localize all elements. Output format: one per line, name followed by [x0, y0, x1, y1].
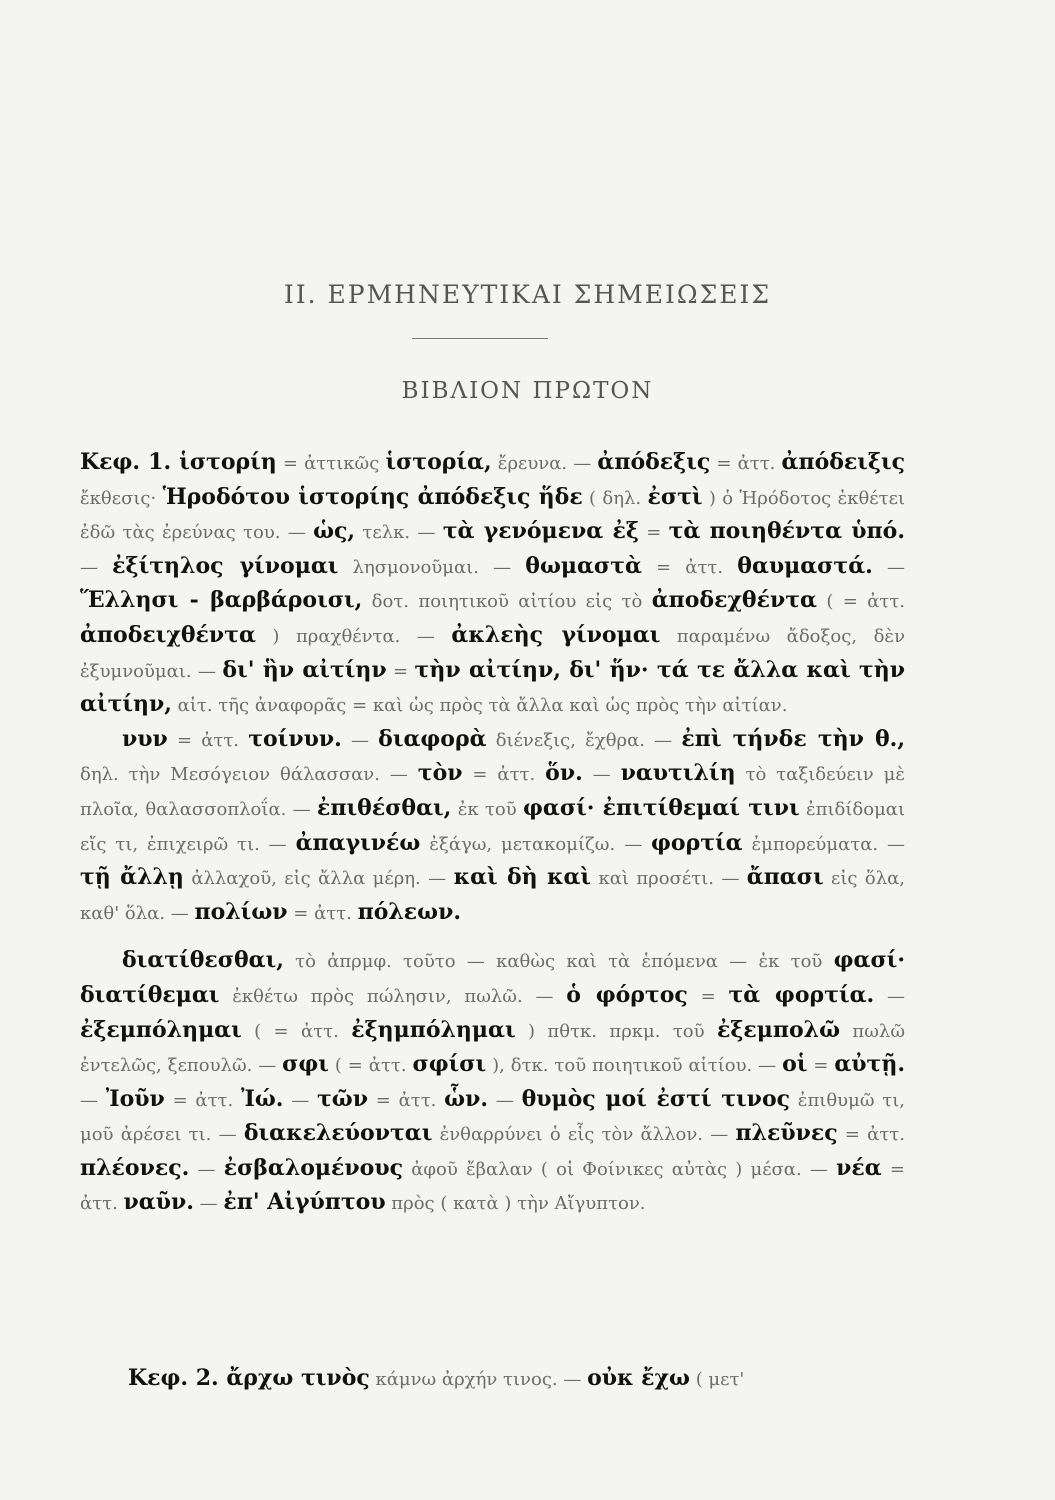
gloss-text: ) ὁ Ἡρόδοτος ἐκθέτει ἐδῶ τὰς ἐρεύνας του. —	[80, 487, 905, 544]
gloss-text: ἐκθέτω πρὸς πώλησιν, πωλῶ. —	[219, 985, 567, 1007]
lemma-text: ἀποδεχθέντα	[651, 587, 817, 614]
lemma-text: ἐπιθέσθαι,	[317, 794, 452, 821]
lemma-text: καὶ δὴ καὶ	[453, 864, 592, 891]
lemma-text: Ἡροδότου ἱστορίης ἀπόδεξις ἥδε	[162, 483, 583, 510]
lemma-text: Ἕλλησι - βαρβάροισι,	[80, 587, 363, 614]
lemma-text: τὸν	[417, 760, 463, 787]
lemma-text: πόλεων.	[357, 898, 462, 925]
lemma-text: νέα	[836, 1154, 882, 1181]
lemma-text: ἀκλεὴς γίνομαι	[451, 621, 661, 648]
lemma-text: τῶν	[316, 1085, 368, 1112]
lemma-text: ναῦν.	[123, 1189, 194, 1216]
gloss-text: =	[386, 660, 415, 682]
lemma-text: ἀπόδεξις	[597, 449, 711, 475]
commentary-body	[80, 446, 905, 1221]
gloss-text: —	[189, 1158, 224, 1180]
gloss-text: ( = ἀττ.	[816, 591, 905, 613]
gloss-text: διένεξις, ἔχθρα. —	[486, 729, 682, 751]
lemma-text: οὐκ ἔχω	[587, 1365, 690, 1391]
lemma-text: Κεφ. 1. ἱστορίη	[80, 449, 277, 475]
gloss-text: ( = ἀττ.	[241, 1020, 352, 1042]
lemma-text: πολίων	[194, 898, 288, 925]
gloss-text: ἔκθεσις·	[80, 487, 163, 509]
gloss-text: —	[341, 729, 379, 751]
section-title: II. ΕΡΜΗΝΕΥΤΙΚΑΙ ΣΗΜΕΙΩΣΕΙΣ	[283, 280, 772, 309]
gloss-text: =	[687, 985, 729, 1007]
paragraph-ch1-cont	[80, 723, 905, 931]
gloss-text: ἐμπορεύματα. —	[742, 833, 905, 855]
gloss-text: δοτ. ποιητικοῦ αἰτίου εἰς τὸ	[362, 591, 652, 613]
gloss-text: =	[807, 1055, 835, 1077]
lemma-text: Ἰοῦν	[105, 1085, 165, 1112]
lemma-text: πλεῦνες	[735, 1120, 838, 1147]
lemma-text: σφι	[282, 1051, 329, 1078]
gloss-text: —	[283, 1089, 317, 1111]
lemma-text: οἱ	[782, 1051, 808, 1078]
gloss-text: ( = ἀττ.	[328, 1055, 413, 1077]
gloss-text: —	[872, 556, 905, 578]
gloss-text: ἐπιδίδομαι εἴς τι, ἐπιχειρῶ τι. —	[80, 798, 905, 855]
gloss-text: —	[80, 1089, 106, 1111]
gloss-text: πρὸς ( κατὰ ) τὴν Αἴγυπτον.	[385, 1193, 646, 1215]
gloss-text: = ἀττ.	[710, 453, 782, 474]
gloss-text: ), δτκ. τοῦ ποιητικοῦ αἰτίου. —	[486, 1055, 783, 1077]
lemma-text: θωμαστὰ	[525, 552, 642, 579]
book-title: ΒΙΒΛΙΟΝ ΠΡΩΤΟΝ	[401, 378, 654, 404]
gloss-text: —	[80, 556, 113, 578]
gloss-text: καὶ προσέτι. —	[591, 868, 747, 890]
gloss-text: = ἀττ.	[462, 764, 546, 786]
lemma-text: τὰ φορτία.	[728, 981, 875, 1008]
gloss-text: ἔρευνα. —	[491, 453, 598, 474]
gloss-text: —	[193, 1193, 224, 1215]
gloss-text: ἀφοῦ ἔβαλαν ( οἱ Φοίνικες αὐτὰς ) μέσα. —	[403, 1158, 837, 1180]
gloss-text: —	[582, 764, 621, 786]
lemma-text: φασί· διατίθεμαι	[80, 947, 905, 1008]
lemma-text: ὁ φόρτος	[566, 981, 688, 1008]
gloss-text: τελκ. —	[355, 522, 443, 544]
lemma-text: Κεφ. 2. ἄρχω τινὸς	[128, 1365, 370, 1391]
gloss-text: ἐπιθυμῶ τι, μοῦ ἀρέσει τι. —	[80, 1089, 905, 1146]
gloss-text: ( δηλ.	[582, 487, 648, 509]
paragraph-ch2	[128, 1362, 905, 1396]
lemma-text: ἐσβαλομένους	[223, 1154, 404, 1181]
gloss-text: =	[638, 522, 669, 544]
lemma-text: τὰ ποιηθέντα ὑπό.	[668, 518, 905, 545]
lemma-text: ναυτιλίη	[620, 760, 736, 787]
gloss-text: τὸ ἀπρμφ. τοῦτο — καθὼς καὶ τὰ ἑπόμενα — ἐκ τοῦ	[283, 951, 834, 973]
lemma-text: διατίθεσθαι,	[122, 947, 284, 974]
lemma-text: ὅν.	[545, 760, 583, 787]
gloss-text: ) πθτκ. πρκμ. τοῦ	[515, 1020, 717, 1042]
lemma-text: νυν	[122, 725, 168, 752]
gloss-text: ( μετ'	[689, 1369, 745, 1390]
gloss-text: τὸ ταξιδεύειν μὲ πλοῖα, θαλασσοπλοΐα. —	[80, 764, 905, 820]
lemma-text: τοίνυν.	[248, 725, 342, 752]
lemma-text: διακελεύονται	[243, 1120, 433, 1147]
lemma-text: ἐστὶ	[647, 483, 703, 510]
gloss-text: = ἀττ.	[641, 556, 738, 578]
lemma-text: φασί· ἐπιτίθεμαί τινι	[523, 794, 800, 821]
gloss-text: ἐξάγω, μετακομίζω. —	[420, 833, 651, 855]
lemma-text: ὧν.	[444, 1085, 489, 1112]
gloss-text: = ἀττ.	[837, 1124, 905, 1146]
lemma-text: δι' ἣν αἰτίην	[222, 656, 387, 683]
lemma-text: ἐπ' Αἰγύπτου	[223, 1189, 386, 1216]
gloss-text: = ἀττ.	[167, 729, 249, 751]
gloss-text: παραμένω ἄδοξος, δὲν ἐξυμνοῦμαι. —	[80, 625, 906, 682]
lemma-text: σφίσι	[412, 1051, 487, 1078]
lemma-text: φορτία	[651, 829, 743, 856]
lemma-text: ἐξημπόλημαι	[351, 1016, 516, 1043]
gloss-text: ) πραχθέντα. —	[255, 625, 452, 647]
lemma-text: ἀποδειχθέντα	[80, 621, 256, 648]
lemma-text: ὡς,	[313, 518, 356, 545]
paragraph-ch1-trade	[80, 944, 905, 1221]
gloss-text: = ἀττ.	[80, 1158, 905, 1215]
gloss-text: δηλ. τὴν Μεσόγειον θάλασσαν. —	[80, 764, 418, 786]
gloss-text: ἀλλαχοῦ, εἰς ἄλλα μέρη. —	[183, 868, 454, 890]
gloss-text: = ἀττ.	[164, 1089, 241, 1111]
gloss-text: λησμονοῦμαι. —	[338, 556, 526, 578]
lemma-text: ἀπαγινέω	[295, 829, 421, 856]
gloss-text: = ἀττ.	[367, 1089, 445, 1111]
gloss-text: ἐνθαρρύνει ὁ εἷς τὸν ἄλλον. —	[432, 1124, 736, 1146]
lemma-text: ἐξίτηλος γίνομαι	[112, 552, 339, 579]
gloss-text: = ἀττ.	[287, 902, 358, 924]
lemma-text: ἀπόδειξις	[781, 449, 906, 475]
divider	[412, 338, 548, 339]
lemma-text: Ἰώ.	[240, 1085, 284, 1112]
gloss-text: = ἀττικῶς	[276, 453, 386, 474]
lemma-text: πλέονες.	[80, 1154, 190, 1181]
gloss-text: —	[488, 1089, 522, 1111]
lemma-text: ἐξεμπολῶ	[716, 1016, 841, 1043]
lemma-text: τὰ γενόμενα ἐξ	[442, 518, 639, 545]
gloss-text: κάμνω ἀρχήν τινος. —	[369, 1369, 588, 1390]
lemma-text: θαυμαστά.	[737, 552, 873, 579]
lemma-text: ἐξεμπόλημαι	[80, 1016, 242, 1043]
lemma-text: θυμὸς μοί ἐστί τινος	[521, 1085, 791, 1112]
lemma-text: ἐπὶ τήνδε τὴν θ.,	[681, 725, 906, 752]
lemma-text: διαφορὰ	[378, 725, 487, 752]
gloss-text: πωλῶ ἐντελῶς, ξεπουλῶ. —	[80, 1020, 905, 1077]
lemma-text: αὐτῇ.	[834, 1051, 905, 1078]
gloss-text: αἰτ. τῆς ἀναφορᾶς = καὶ ὡς πρὸς τὰ ἄλλα καὶ ὡς πρὸς τὴν αἰτίαν.	[171, 695, 788, 717]
lemma-text: ἱστορία,	[385, 449, 492, 475]
lemma-text: ἄπασι	[746, 864, 824, 891]
gloss-text: εἰς ὅλα, καθ' ὅλα. —	[80, 868, 905, 924]
paragraph-ch1	[80, 446, 905, 723]
gloss-text: —	[874, 985, 905, 1007]
lemma-text: τῇ ἄλλῃ	[80, 864, 184, 891]
lemma-text: τὴν αἰτίην, δι' ἥν· τά τε ἄλλα καὶ τὴν αἰτίην,	[80, 656, 905, 718]
gloss-text: ἐκ τοῦ	[451, 798, 524, 820]
